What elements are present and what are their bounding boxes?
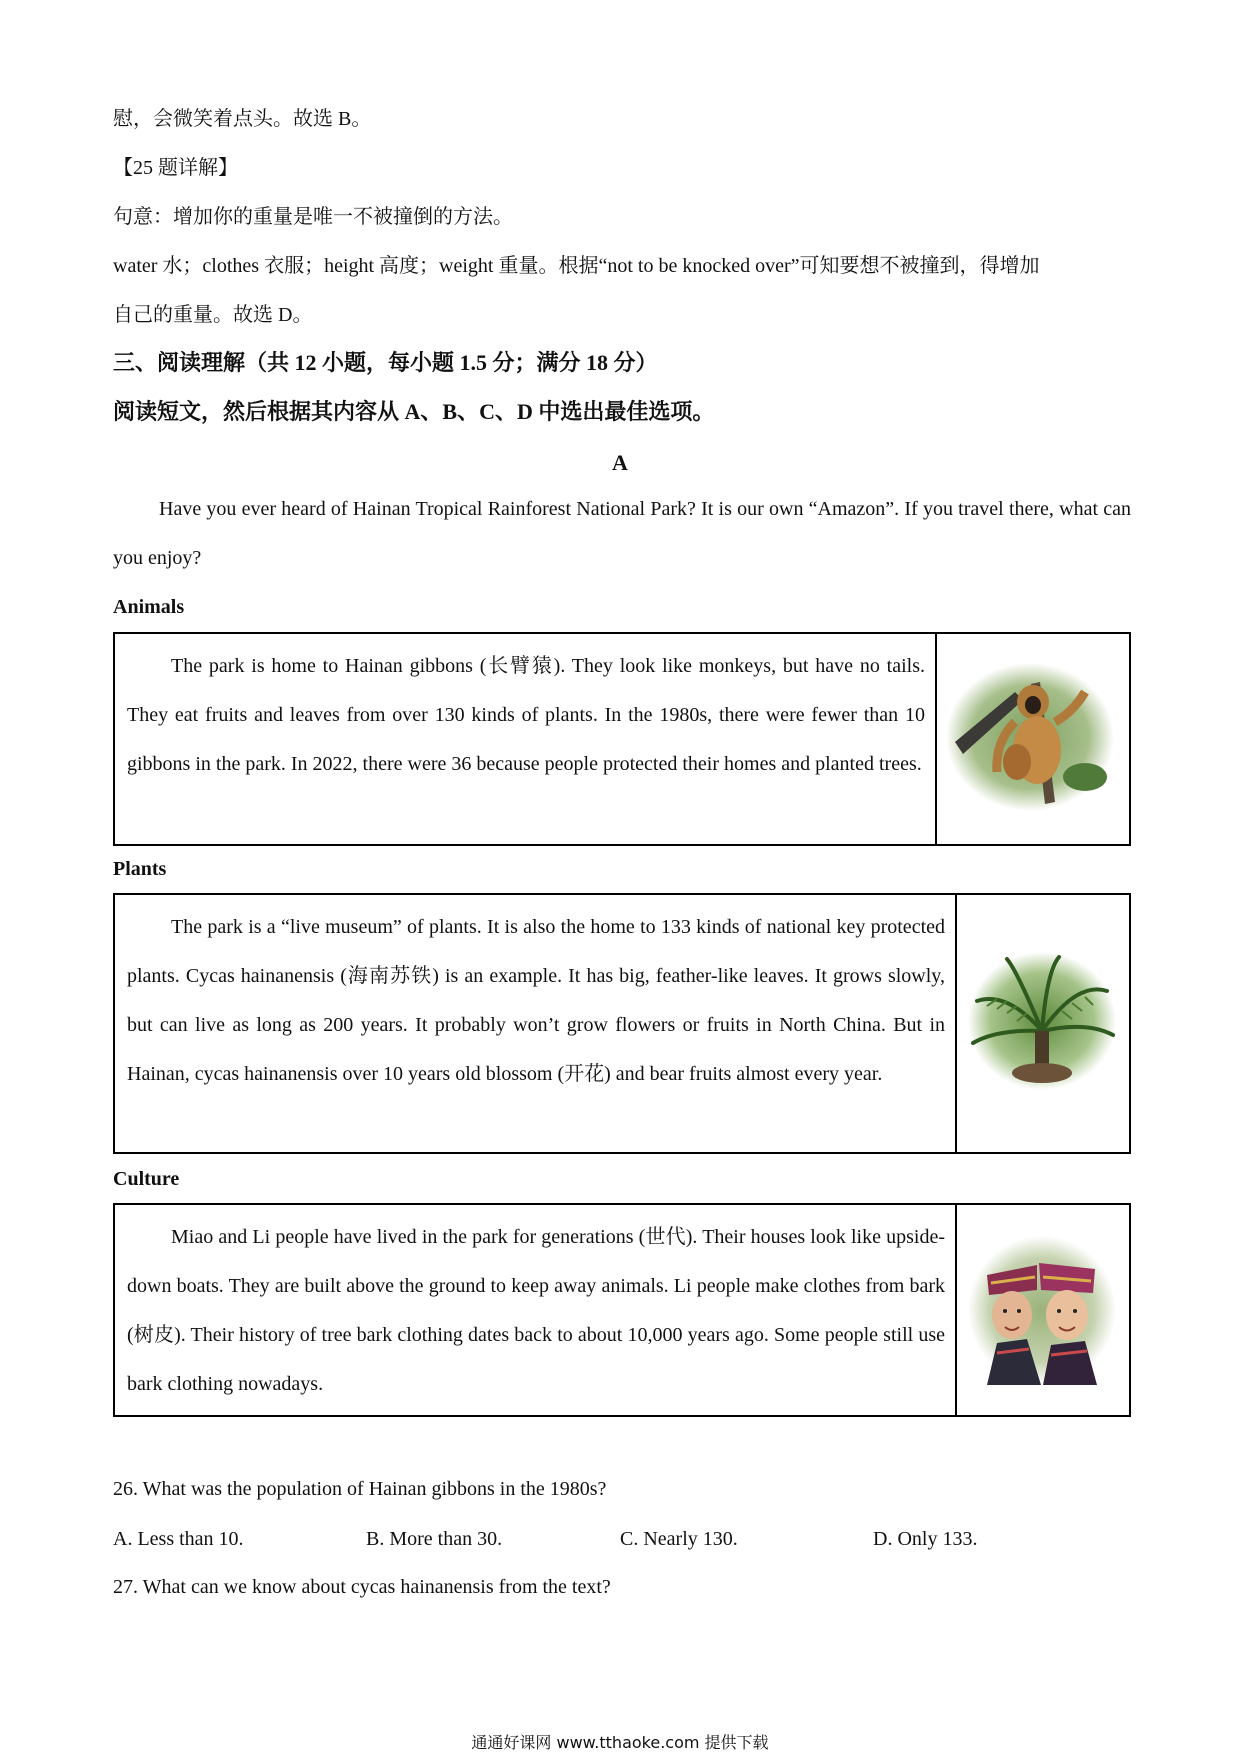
q25-meaning: 句意：增加你的重量是唯一不被撞倒的方法。 bbox=[113, 206, 513, 228]
animals-image-cell bbox=[937, 634, 1129, 844]
culture-label: Culture bbox=[113, 1168, 180, 1190]
animals-text: The park is home to Hainan gibbons (长臂猿). They look like monkeys, but have no tails. They eat fruits and leaves from over 130 kinds of plants. In the 1980s, there were fewer than 10 gibbons in the park. In 2022, there were 36 because people protected their homes and planted trees. bbox=[115, 634, 937, 844]
plants-box bbox=[113, 893, 1131, 1154]
q25-explanation-line1: water 水；clothes 衣服；height 高度；weight 重量。根据“not to be knocked over”可知要想不被撞到，得增加 bbox=[113, 255, 1040, 277]
gibbon-image bbox=[945, 662, 1115, 812]
answer-text-line: 慰，会微笑着点头。故选 B。 bbox=[113, 108, 372, 130]
question-26-option-a: A. Less than 10. bbox=[113, 1528, 244, 1550]
q25-explanation-line2: 自己的重量。故选 D。 bbox=[113, 304, 313, 326]
plants-label: Plants bbox=[113, 858, 167, 880]
passage-intro: Have you ever heard of Hainan Tropical Rainforest National Park? It is our own “Amazon”. If you travel there, what can you enjoy? bbox=[113, 498, 1131, 569]
li-people-image bbox=[967, 1235, 1117, 1385]
question-26-option-c: C. Nearly 130. bbox=[620, 1528, 738, 1550]
cycas-image bbox=[967, 951, 1117, 1091]
culture-image-cell bbox=[957, 1205, 1129, 1415]
culture-text: Miao and Li people have lived in the park for generations (世代). Their houses look like upside-down boats. They are built above the ground to keep away animals. Li people make clothes from bark (树皮). Their history of tree bark clothing dates back to about 10,000 years ago. Some people still use bark clothing nowadays. bbox=[115, 1205, 957, 1415]
section-heading: 三、阅读理解（共 12 小题，每小题 1.5 分；满分 18 分） bbox=[113, 350, 658, 375]
animals-box bbox=[113, 632, 1131, 846]
culture-box bbox=[113, 1203, 1131, 1417]
section-instruction: 阅读短文，然后根据其内容从 A、B、C、D 中选出最佳选项。 bbox=[113, 399, 715, 424]
question-27-stem: 27. What can we know about cycas hainanensis from the text? bbox=[113, 1576, 611, 1598]
question-26-stem: 26. What was the population of Hainan gibbons in the 1980s? bbox=[113, 1478, 607, 1500]
plants-text: The park is a “live museum” of plants. It is also the home to 133 kinds of national key protected plants. Cycas hainanensis (海南苏铁) is an example. It has big, feather-like leaves. It grows slowly, but can live as long as 200 years. It probably won’t grow flowers or fruits in North China. But in Hainan, cycas hainanensis over 10 years old blossom (开花) and bear fruits almost every year. bbox=[115, 895, 957, 1152]
plants-image-cell bbox=[957, 895, 1129, 1152]
animals-label: Animals bbox=[113, 596, 185, 618]
page-footer: 通通好课网 www.tthaoke.com 提供下载 bbox=[471, 1733, 769, 1752]
q25-header: 【25 题详解】 bbox=[113, 157, 238, 179]
question-26-option-b: B. More than 30. bbox=[366, 1528, 503, 1550]
question-26-option-d: D. Only 133. bbox=[873, 1528, 978, 1550]
passage-label: A bbox=[612, 450, 628, 475]
